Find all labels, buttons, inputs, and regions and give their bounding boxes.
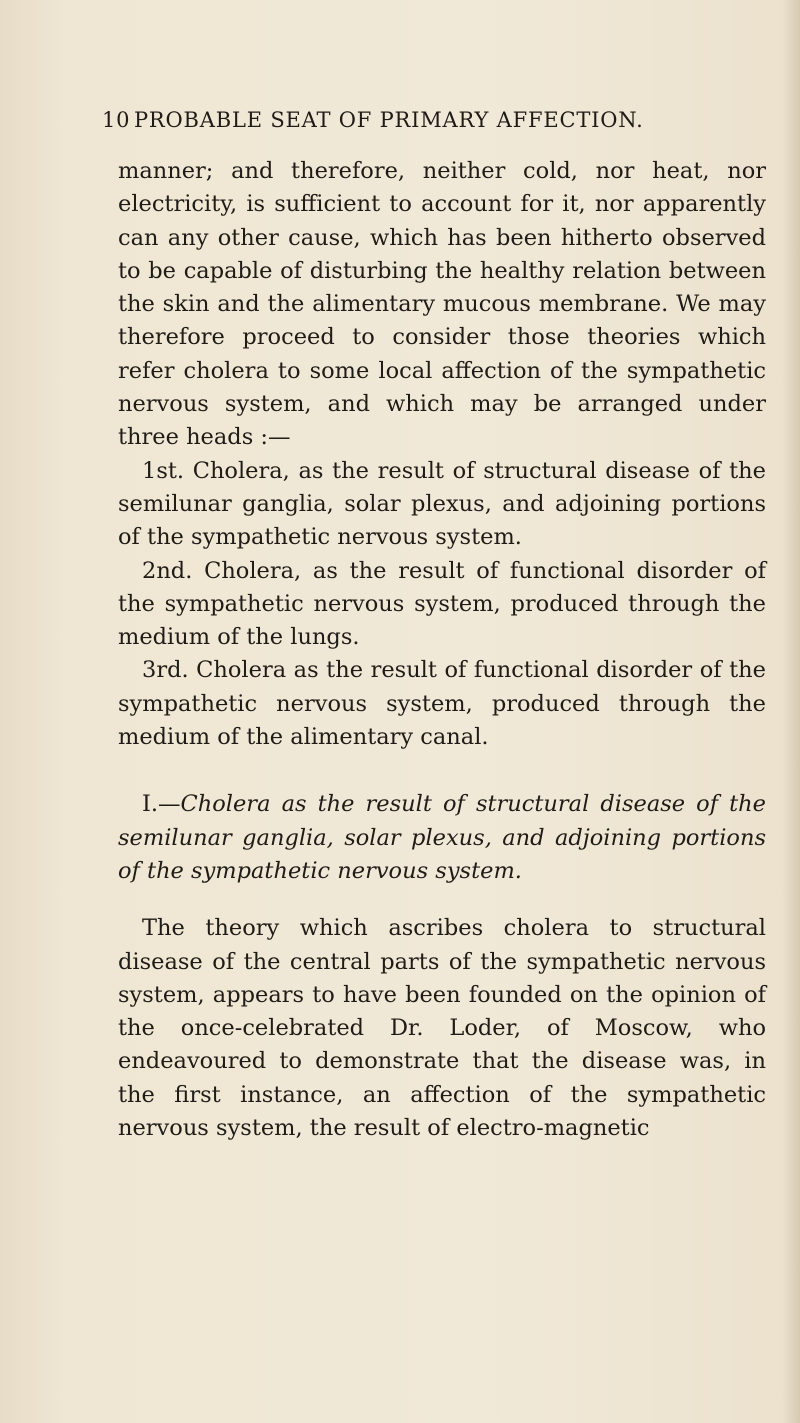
running-title: PROBABLE SEAT OF PRIMARY AFFECTION.	[134, 108, 644, 132]
paragraph-second-head: 2nd. Cholera, as the result of functional disorder of the sympathetic nervous system, produced through the medium of the lungs.	[118, 557, 766, 651]
running-header	[102, 106, 722, 134]
paragraph-first-head: 1st. Cholera, as the result of structural disease of the semilunar ganglia, solar plexus, and adjoining portions of the sympathetic nervous system.	[118, 457, 766, 551]
section-numeral: I.—	[142, 791, 181, 818]
body-text	[118, 155, 766, 1145]
paragraph-third-head: 3rd. Cholera as the result of functional disorder of the sympathetic nervous system, produced through the medium of the alimentary canal.	[118, 657, 766, 751]
page-number: 10	[102, 108, 131, 132]
section-heading	[118, 788, 766, 888]
paragraph-theory: The theory which ascribes cholera to structural disease of the central parts of the sympathetic nervous system, appears to have been founded on the opinion of the once-celebrated Dr. Loder, of Moscow, who endeavoured to demonstrate that the disease was, in the first instance, an affection of the sympathetic nervous system, the result of electro-magnetic	[118, 915, 766, 1142]
page-edge-shadow	[782, 0, 800, 1423]
section-title: Cholera as the result of structural disease of the semilunar ganglia, solar plexus, and adjoining portions of the sympathetic nervous system.	[118, 791, 766, 884]
paragraph-intro: manner; and therefore, neither cold, nor heat, nor electricity, is sufficient to account for it, nor apparently can any other cause, which has been hitherto observed to be capable of disturbing the healthy relation between the skin and the alimentary mucous membrane. We may therefore proceed to consider those theories which refer cholera to some local affection of the sympathetic nervous system, and which may be arranged under three heads :—	[118, 158, 766, 451]
